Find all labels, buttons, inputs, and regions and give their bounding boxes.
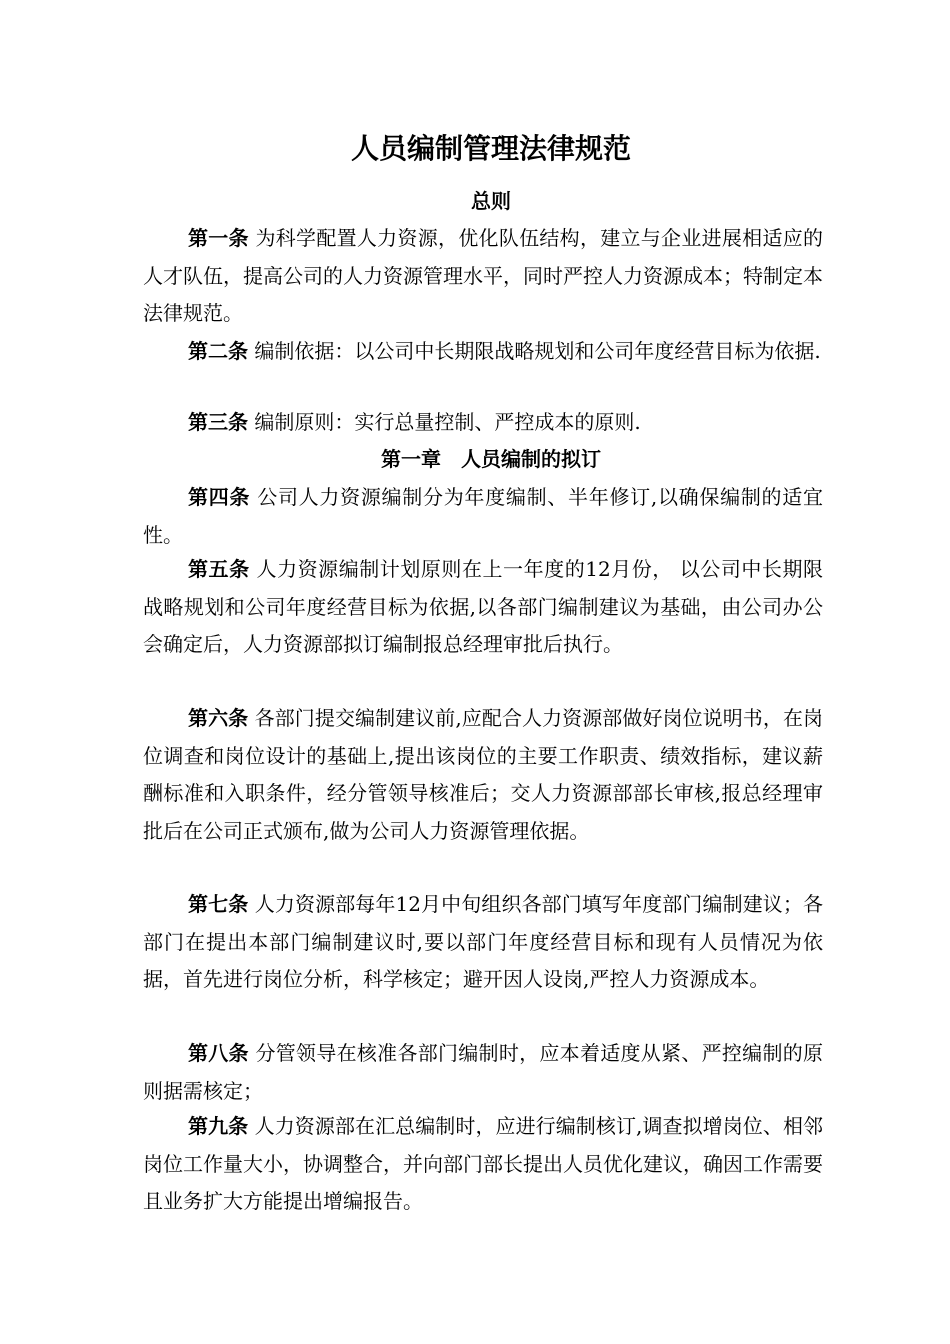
article-4 [143, 479, 823, 554]
article-label: 第三条 [188, 410, 248, 434]
article-text: 公司人力资源编制分为年度编制、半年修订,以确保编制的适宜性。 [143, 485, 823, 547]
article-text: 编制原则：实行总量控制、严控成本的原则. [254, 410, 641, 434]
article-2 [143, 333, 823, 371]
chapter-heading-1: 第一章 人员编制的拟订 [381, 447, 601, 471]
article-label: 第八条 [188, 1041, 249, 1065]
article-label: 第四条 [188, 485, 251, 509]
article-5 [143, 551, 823, 664]
article-label: 第九条 [188, 1114, 249, 1138]
article-text: 为科学配置人力资源，优化队伍结构，建立与企业进展相适应的人才队伍，提高公司的人力资源管理水平，同时严控人力资源成本；特制定本法律规范。 [143, 226, 824, 325]
article-label: 第七条 [188, 892, 249, 916]
article-9 [143, 1108, 823, 1221]
article-text: 人力资源部每年12月中旬组织各部门填写年度部门编制建议；各部门在提出本部门编制建议时,要以部门年度经营目标和现有人员情况为依据，首先进行岗位分析，科学核定；避开因人设岗,严控人力资源成本。 [143, 892, 824, 991]
article-3 [143, 404, 823, 442]
section-heading-general: 总则 [471, 189, 511, 213]
article-6 [143, 700, 823, 850]
article-text: 编制依据：以公司中长期限战略规划和公司年度经营目标为依据. [254, 339, 821, 363]
article-text: 人力资源编制计划原则在上一年度的12月份， 以公司中长期限战略规划和公司年度经营目标为依据,以各部门编制建议为基础，由公司办公会确定后，人力资源部拟订编制报总经理审批后执行。 [143, 557, 824, 656]
article-1 [143, 220, 823, 333]
document-title: 人员编制管理法律规范 [350, 132, 631, 165]
article-8 [143, 1035, 823, 1110]
article-7 [143, 886, 823, 999]
article-text: 各部门提交编制建议前,应配合人力资源部做好岗位说明书，在岗位调查和岗位设计的基础上,提出该岗位的主要工作职责、绩效指标，建议薪酬标准和入职条件，经分管领导核准后；交人力资源部部长审核,报总经理审批后在公司正式颁布,做为公司人力资源管理依据。 [143, 706, 824, 843]
article-label: 第一条 [188, 226, 249, 250]
article-text: 分管领导在核准各部门编制时，应本着适度从紧、严控编制的原则据需核定； [143, 1041, 824, 1103]
article-text: 人力资源部在汇总编制时，应进行编制核订,调查拟增岗位、相邻岗位工作量大小，协调整合，并向部门部长提出人员优化建议，确因工作需要且业务扩大方能提出增编报告。 [143, 1114, 824, 1213]
article-label: 第五条 [188, 557, 250, 581]
article-label: 第六条 [188, 706, 249, 730]
article-label: 第二条 [188, 339, 248, 363]
